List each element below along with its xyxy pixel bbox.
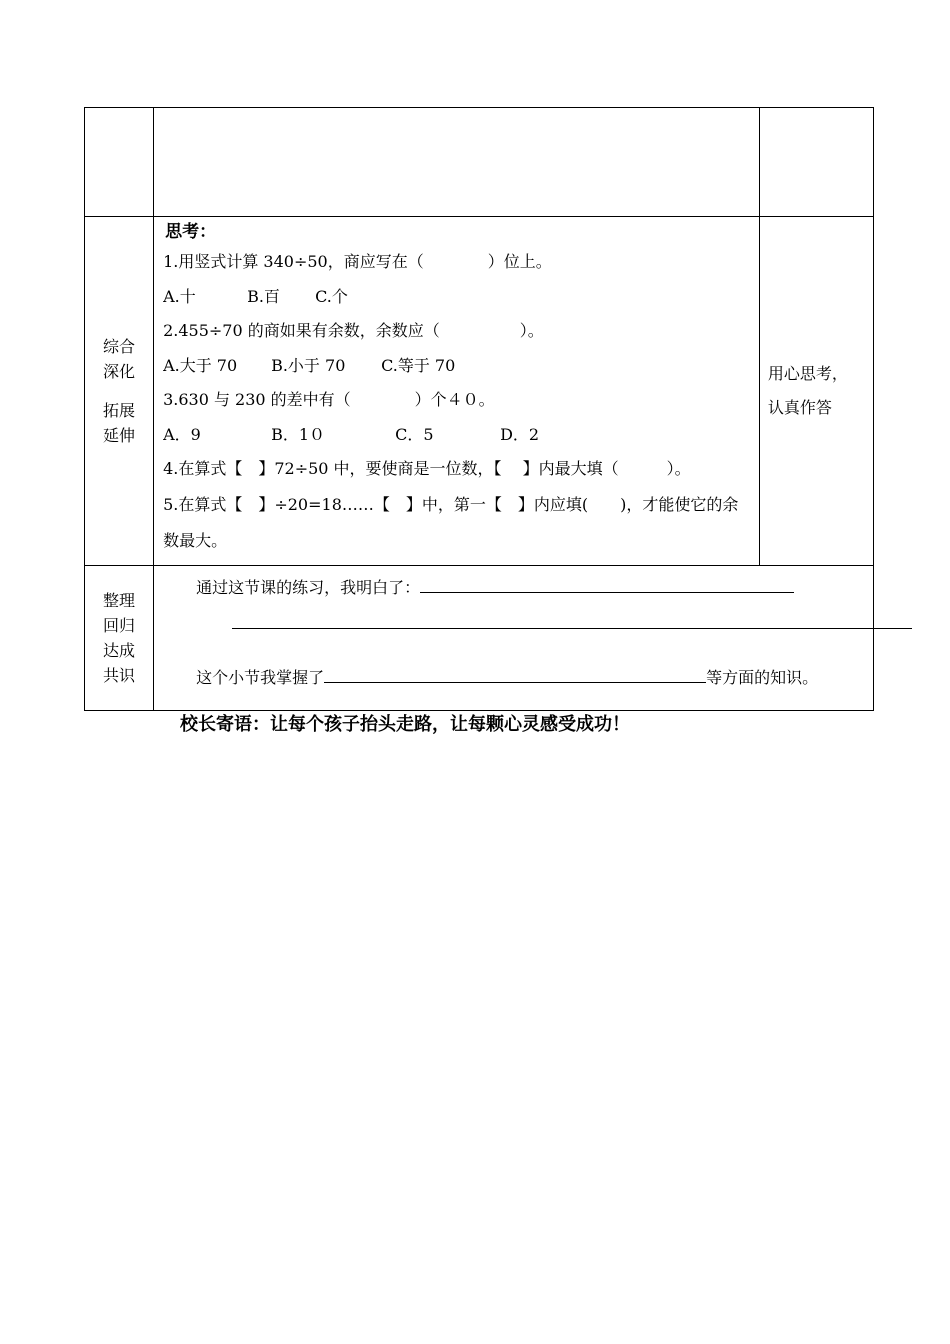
principal-motto: 校长寄语：让每个孩子抬头走路，让每颗心灵感受成功！ [180,714,630,735]
thinking-questions-cell [154,217,760,566]
label-line: 整理 [103,591,136,610]
question-1-options [163,280,753,315]
label-line: 达成 [103,641,136,660]
section-label-extension [85,217,154,566]
question-2-options [163,349,753,384]
option: C.个 [315,286,348,306]
label-line: 深化 [103,362,136,381]
table-row-summary [85,566,874,711]
fill-in-blank-line[interactable] [232,628,912,629]
thinking-title: 思考： [165,222,217,242]
top-left-cell [85,108,154,217]
option: A.十 [163,286,196,306]
option: B.小于 70 [271,355,346,375]
advice-cell [759,217,873,566]
question-1: 1.用竖式计算 340÷50，商应写在（ ）位上。 [163,252,552,271]
label-line: 延伸 [103,426,136,445]
table-row-top [85,108,874,217]
top-middle-cell [154,108,760,217]
question-5: 5.在算式【 】÷20=18……【 】中，第一【 】内应填( )，才能使它的余数最大。 [163,494,739,550]
summary-cell [154,566,874,711]
label-line: 拓展 [103,401,136,420]
option: B.百 [247,286,280,306]
summary-prompt: 通过这节课的练习，我明白了： [196,578,421,597]
option: A．9 [163,424,201,444]
fill-in-blank[interactable] [324,664,706,683]
summary-suffix: 等方面的知识。 [706,668,819,687]
question-3: 3.630 与 230 的差中有（ ）个４０。 [163,390,495,409]
option: C．5 [395,424,434,444]
label-line: 综合 [103,337,136,356]
option: B．1０ [271,424,326,444]
label-line: 共识 [103,666,136,685]
advice-line: 用心思考， [767,364,848,383]
fill-in-blank[interactable] [420,574,794,593]
question-2: 2.455÷70 的商如果有余数，余数应（ ）。 [163,321,544,340]
summary-line-1 [196,574,794,600]
label-line: 回归 [103,616,136,635]
question-3-options [163,418,753,453]
summary-line-3 [196,664,818,690]
option: D．2 [500,424,540,444]
summary-prompt: 这个小节我掌握了 [196,668,325,687]
question-4: 4.在算式【 】72÷50 中，要使商是一位数，【 】内最大填（ ）。 [163,459,691,478]
top-right-cell [759,108,873,217]
option: A.大于 70 [163,355,238,375]
section-label-summary [85,566,154,711]
worksheet-table [84,107,874,711]
option: C.等于 70 [381,355,456,375]
advice-line: 认真作答 [767,398,832,417]
table-row-think [85,217,874,566]
